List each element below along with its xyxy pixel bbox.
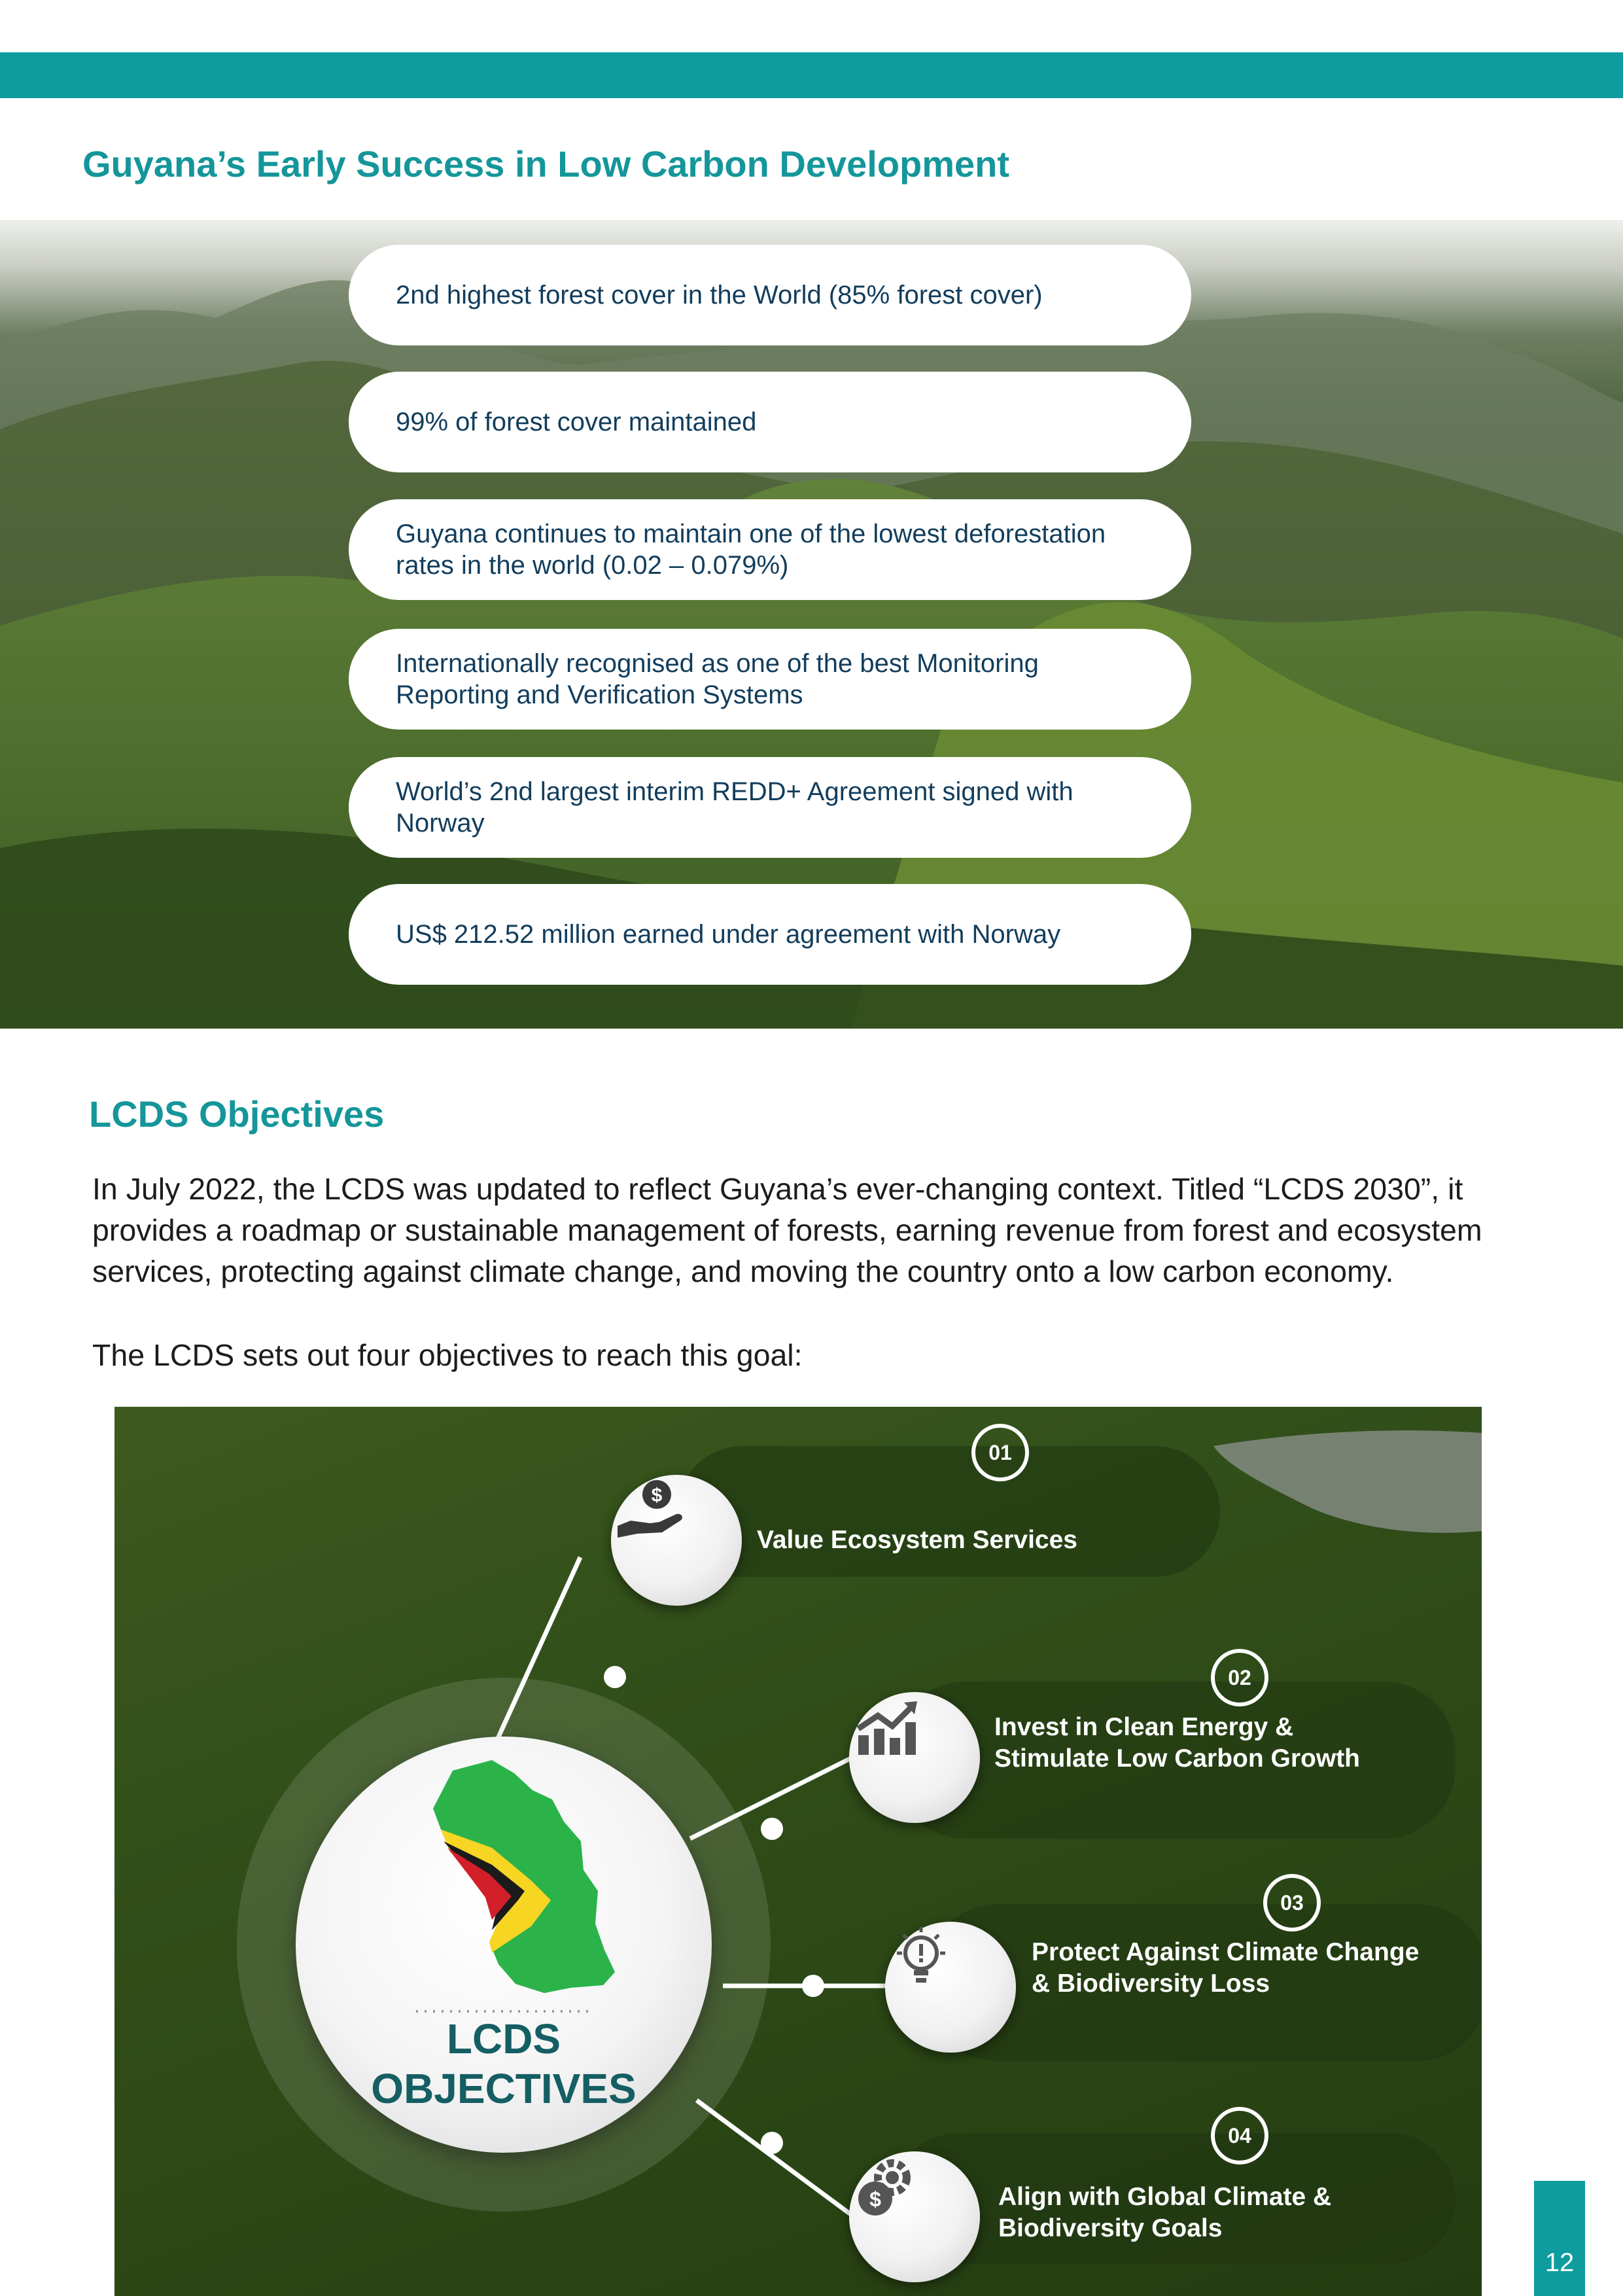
lcds-center-circle	[296, 1737, 712, 2153]
center-title-line1: LCDS	[446, 2015, 561, 2062]
header-accent-bar	[0, 52, 1623, 98]
objective-3-number: 03	[1263, 1874, 1321, 1932]
svg-text:$: $	[869, 2187, 881, 2211]
objective-3-node	[885, 1922, 1016, 2053]
objective-1-label: Value Ecosystem Services	[757, 1526, 1077, 1554]
objective-4-number: 04	[1211, 2107, 1268, 2164]
highlight-mrv-systems: Internationally recognised as one of the best Monitoring Reporting and Verification Systems	[349, 629, 1191, 730]
highlight-deforestation-rate: Guyana continues to maintain one of the lowest deforestation rates in the world (0.02 – 0.079%)	[349, 499, 1191, 600]
page-number: 12	[1534, 2181, 1585, 2296]
growth-chart-icon	[849, 1692, 921, 1764]
lightbulb-icon	[885, 1922, 957, 1994]
section-title-early-success: Guyana’s Early Success in Low Carbon Development	[82, 143, 1010, 185]
highlight-redd-agreement: World’s 2nd largest interim REDD+ Agreement signed with Norway	[349, 757, 1191, 858]
objective-3-label: Protect Against Climate Change & Biodiversity Loss	[1032, 1938, 1420, 1998]
center-title-line2: OBJECTIVES	[371, 2065, 637, 2112]
lcds-objectives-title	[296, 2014, 712, 2113]
objective-2-number: 02	[1211, 1649, 1268, 1706]
objective-2-node	[849, 1692, 980, 1823]
lcds-paragraph: In July 2022, the LCDS was updated to reflect Guyana’s ever-changing context. Titled “LCDS 2030”, it provides a roadmap or sustainable management of forests, earning revenue from forest and ecosystem services, protecting against climate change, and moving the country onto a low carbon economy.	[92, 1172, 1482, 1288]
objective-4-node	[849, 2151, 980, 2282]
objectives-lead-text: The LCDS sets out four objectives to reach this goal:	[92, 1338, 803, 1372]
svg-text:$: $	[651, 1485, 663, 1506]
highlight-forest-cover: 2nd highest forest cover in the World (85% forest cover)	[349, 245, 1191, 345]
objective-4-label: Align with Global Climate & Biodiversity Goals	[998, 2183, 1332, 2242]
highlight-earnings: US$ 212.52 million earned under agreement with Norway	[349, 884, 1191, 985]
lcds-objectives-infographic	[114, 1407, 1482, 2296]
objective-1-number: 01	[971, 1424, 1029, 1481]
section-title-lcds-objectives: LCDS Objectives	[89, 1093, 385, 1135]
objective-1-node	[611, 1475, 742, 1606]
highlight-forest-maintained: 99% of forest cover maintained	[349, 372, 1191, 472]
hand-dollar-icon	[611, 1475, 689, 1553]
objective-2-label: Invest in Clean Energy & Stimulate Low Carbon Growth	[994, 1713, 1361, 1773]
gear-dollar-icon	[849, 2151, 921, 2223]
